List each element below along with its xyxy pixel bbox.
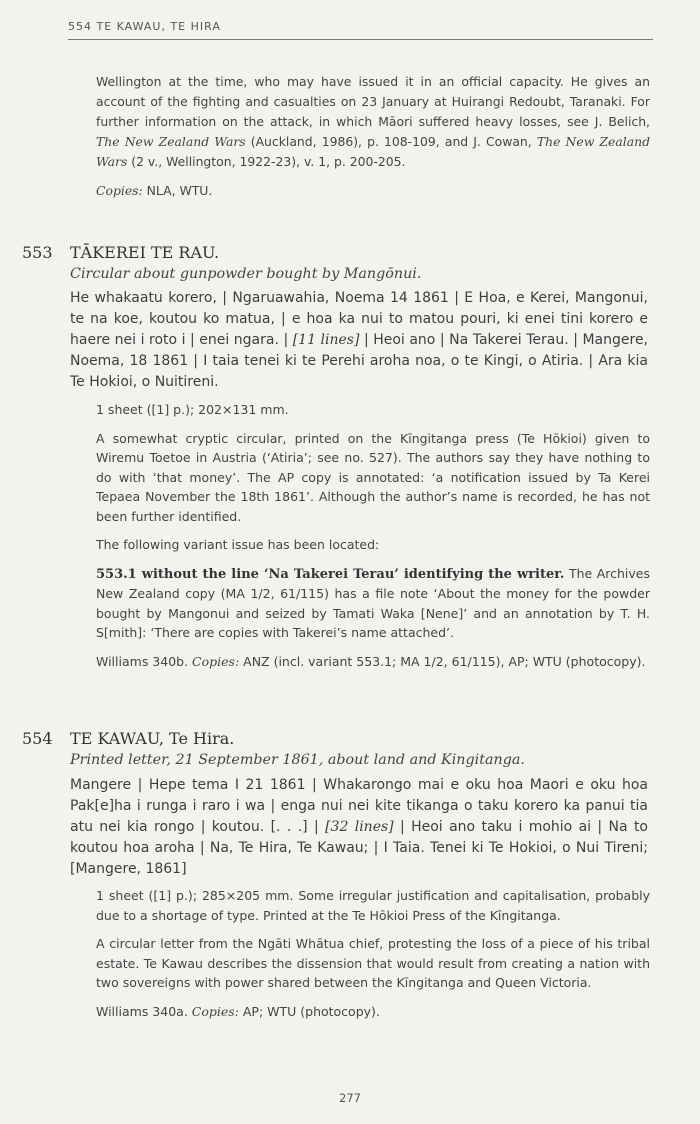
entry-554-transcript: Mangere | Hepe tema I 21 1861 | Whakarongo mai e oku hoa Maori e oku hoa Pak[e]ha i runga i raro i wa | enga nui nei kite tikanga o taku korero ka panui tia atu nei kia rongo | koutou. [. . .] | [32 lines] | Heoi ano taku i mohio ai | Na to koutou hoa aroha | Na, Te Hira, Te Kawau; | I Taia. Tenei ki Te Hokioi, o Nui Tireni; [Mangere, 1861] — [70, 777, 649, 877]
entry-553-subtitle: Circular about gunpowder bought by Mangōnui. — [70, 266, 422, 282]
entry-553-variant: 553.1 without the line ‘Na Takerei Terau’ identifying the writer. The Archives New Zealand copy (MA 1/2, 61/115) has a file note ‘About the money for the powder bought by Mangonui and seized by Tamati Waka [Nene]’ and an annotation by T. H. S[mith]: ‘There are copies with Takerei’s name attached’. — [96, 565, 650, 640]
entry-554-subtitle: Printed letter, 21 September 1861, about land and Kingitanga. — [70, 752, 525, 768]
entry-554-note: A circular letter from the Ngāti Whātua chief, protesting the loss of a piece of his tribal estate. Te Kawau describes the dissension that would result from creating a nation with two sovereigns with power shared between the Kīngitanga and Queen Victoria. — [96, 936, 650, 990]
previous-entry-copies: Copies: NLA, WTU. — [96, 183, 213, 198]
entry-554-copies: Williams 340a. Copies: AP; WTU (photocopy). — [96, 1003, 380, 1019]
entry-553-copies: Williams 340b. Copies: ANZ (incl. variant 553.1; MA 1/2, 61/115), AP; WTU (photocopy). — [96, 653, 646, 669]
entry-554-number: 554 — [22, 729, 53, 748]
previous-entry-continuation — [96, 72, 650, 201]
previous-entry-note: Wellington at the time, who may have issued it in an official capacity. He gives an account of the fighting and casualties on 23 January at Huirangi Redoubt, Taranaki. For further information on the attack, in which Māori suffered heavy losses, see J. Belich, The New Zealand Wars (Auckland, 1986), p. 108-109, and J. Cowan, The New Zealand Wars (2 v., Wellington, 1922-23), v. 1, p. 200-205. — [96, 74, 651, 169]
entry-553-notes — [96, 400, 650, 680]
entry-553-number: 553 — [22, 243, 53, 262]
running-head: 554 TE KAWAU, TE HIRA — [68, 20, 653, 40]
entry-554-title: TE KAWAU, Te Hira. — [70, 729, 235, 748]
entry-554-physical: 1 sheet ([1] p.); 285×205 mm. Some irregular justification and capitalisation, probably due to a shortage of type. Printed at the Te Hōkioi Press of the Kīngitanga. — [96, 888, 650, 923]
entry-553-transcript: He whakaatu korero, | Ngaruawahia, Noema 14 1861 | E Hoa, e Kerei, Mangonui, te na koe, koutou ko matua, | e hoa ka nui to matou pouri, ki enei tini korero e haere nei i roto i | enei ngara. | [11 lines] | Heoi ano | Na Takerei Terau. | Mangere, Noema, 18 1861 | I taia tenei ki te Perehi aroha noa, o te Kingi, o Atiria. | Ara kia Te Hokioi, o Nuitireni. — [70, 290, 649, 390]
entry-553-note: A somewhat cryptic circular, printed on the Kīngitanga press (Te Hōkioi) given to Wiremu Toetoe in Austria (‘Atiria’; see no. 527). The authors say they have nothing to do with ‘that money’. The AP copy is annotated: ‘a notification issued by Ta Kerei Tepaea November the 18th 1861’. Although the author’s name is recorded, he has not been further identified. — [96, 430, 650, 524]
entry-554-notes — [96, 886, 650, 1030]
entry-553-variant-intro: The following variant issue has been located: — [96, 537, 380, 552]
page-number: 277 — [339, 1091, 361, 1105]
entry-553-physical: 1 sheet ([1] p.); 202×131 mm. — [96, 402, 289, 417]
entry-553-title: TĀKEREI TE RAU. — [70, 243, 220, 262]
